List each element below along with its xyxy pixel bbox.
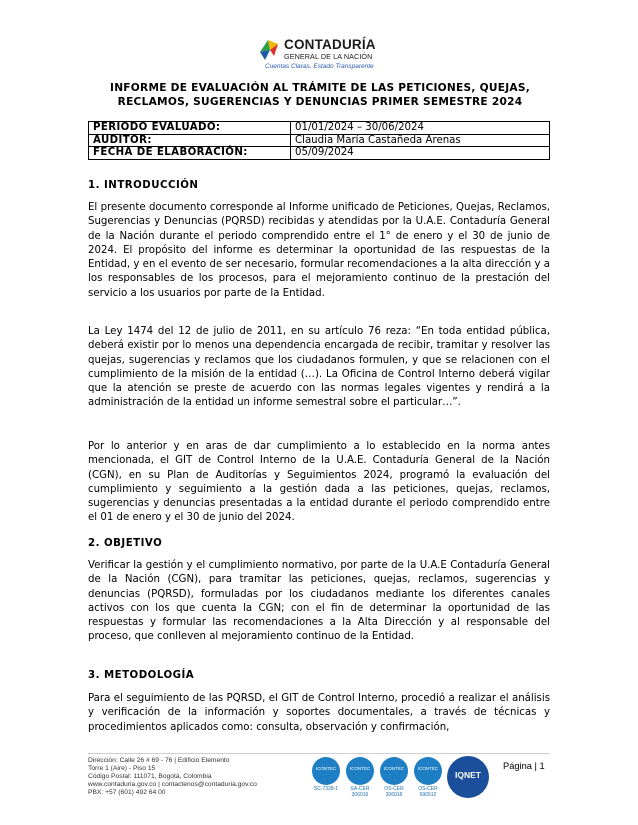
footer-line: www.contaduria.gov.co | contactenos@contaduria.gov.co [88,780,257,788]
icontec-icon: ICONTEC [414,757,442,785]
certification-code: OS-CER 696512 [418,786,438,798]
certification-badge [311,757,341,797]
certification-badge [413,757,443,797]
cgn-emblem-icon [256,38,282,62]
icontec-icon: ICONTEC [346,757,374,785]
footer-divider [88,753,550,754]
certification-code: OS-CER 306018 [384,786,404,798]
logo-name: CONTADURÍA [284,37,376,52]
document-title [70,81,570,109]
certification-badge [345,757,375,797]
iqnet-icon [447,756,489,798]
cgn-logo [256,38,396,72]
table-row [89,122,550,135]
page-number: Página | 1 [503,761,545,771]
certification-code: SC-7328-1 [313,786,339,792]
logo-subtitle: GENERAL DE LA NACIÓN [284,52,373,61]
certification-code: SA-CER 306016 [350,786,370,798]
footer-line: PBX: +57 (601) 492 64 00 [88,788,166,796]
title-line-1: INFORME DE EVALUACIÓN AL TRÁMITE DE LAS PETICIONES, QUEJAS, [110,82,530,94]
meta-label-date: FECHA DE ELABORACIÓN: [89,147,291,160]
heading-metodologia: 3. METODOLOGÍA [88,670,195,681]
meta-value-period: 01/01/2024 – 30/06/2024 [291,122,550,135]
icontec-icon: ICONTEC [312,757,340,785]
heading-objetivo: 2. OBJETIVO [88,538,163,549]
meta-label-auditor: AUDITOR: [89,134,291,147]
paragraph-intro-3: Por lo anterior y en aras de dar cumplimiento a lo establecido en la norma antes mencionada, el GIT de Control Interno de la U.A.E. Contaduría General de la Nación (CGN), en su Plan de Auditorías y Seguimientos 2024, programó la evaluación del cumplimiento y seguimiento a la gestión dada a las peticiones, quejas, reclamos, sugerencias y denuncias presentadas a la entidad durante el periodo comprendido entre el 01 de enero y el 30 de junio del 2024. [88,441,550,524]
logo-tagline: Cuentas Claras, Estado Transparente [265,63,374,70]
table-row [89,134,550,147]
paragraph-objetivo: Verificar la gestión y el cumplimiento normativo, por parte de la U.A.E Contaduría General de la Nación (CGN), para tramitar las peticiones, quejas, reclamos, sugerencias y denuncias (PQRSD), formuladas por los ciudadanos mediante los diferentes canales activos con los que cuenta la CGN; con el fin de determinar la oportunidad de las respuestas y formular las recomendaciones a la Alta Dirección y al responsable del proceso, que conlleven al mejoramiento continuo de la Entidad. [88,560,550,643]
certification-badge [379,757,409,797]
footer-line: Código Postal: 111071, Bogotá, Colombia [88,772,212,780]
meta-label-period: PERIODO EVALUADO: [89,122,291,135]
icontec-icon: ICONTEC [380,757,408,785]
footer-address [88,757,257,797]
table-row [89,147,550,160]
heading-introduccion: 1. INTRODUCCIÓN [88,180,199,191]
iqnet-label: IQNET [455,770,481,780]
metadata-table [88,121,550,160]
footer-line: Dirección: Calle 26 # 69 - 76 | Edificio Elemento [88,757,230,764]
paragraph-metodologia: Para el seguimiento de las PQRSD, el GIT de Control Interno, procedió a realizar el análisis y verificación de la información y soportes documentales, a través de técnicas y procedimientos aplicados como: consulta, observación y confirmación, [88,693,550,733]
meta-value-date: 05/09/2024 [291,147,550,160]
footer-line: Torre 1 (Aire) - Piso 15 [88,764,156,772]
paragraph-intro-1: El presente documento corresponde al Informe unificado de Peticiones, Quejas, Reclamos, Sugerencias y Denuncias (PQRSD) recibidas y atendidas por la U.A.E. Contaduría General de la Nación durante el periodo comprendido entre el 1° de enero y el 30 de junio de 2024. El propósito del informe es determinar la oportunidad de las respuestas de la Entidad, y en el evento de ser necesario, formular recomendaciones a la alta dirección y a los responsables de los procesos, para el mejoramiento continuo de la prestación del servicio a los usuarios por parte de la Entidad. [88,202,550,299]
meta-value-auditor: Claudia María Castañeda Arenas [291,134,550,147]
paragraph-intro-2: La Ley 1474 del 12 de julio de 2011, en su artículo 76 reza: “En toda entidad pública, deberá existir por lo menos una dependencia encargada de recibir, tramitar y resolver las quejas, sugerencias y reclamos que los ciudadanos formulen, y que se relacionen con el cumplimiento de la misión de la entidad (…). La Oficina de Control Interno deberá vigilar que la atención se preste de acuerdo con las normas legales vigentes y rendirá a la administración de la entidad un informe semestral sobre el particular…”. [88,326,550,409]
title-line-2: RECLAMOS, SUGERENCIAS Y DENUNCIAS PRIMER SEMESTRE 2024 [117,96,523,108]
